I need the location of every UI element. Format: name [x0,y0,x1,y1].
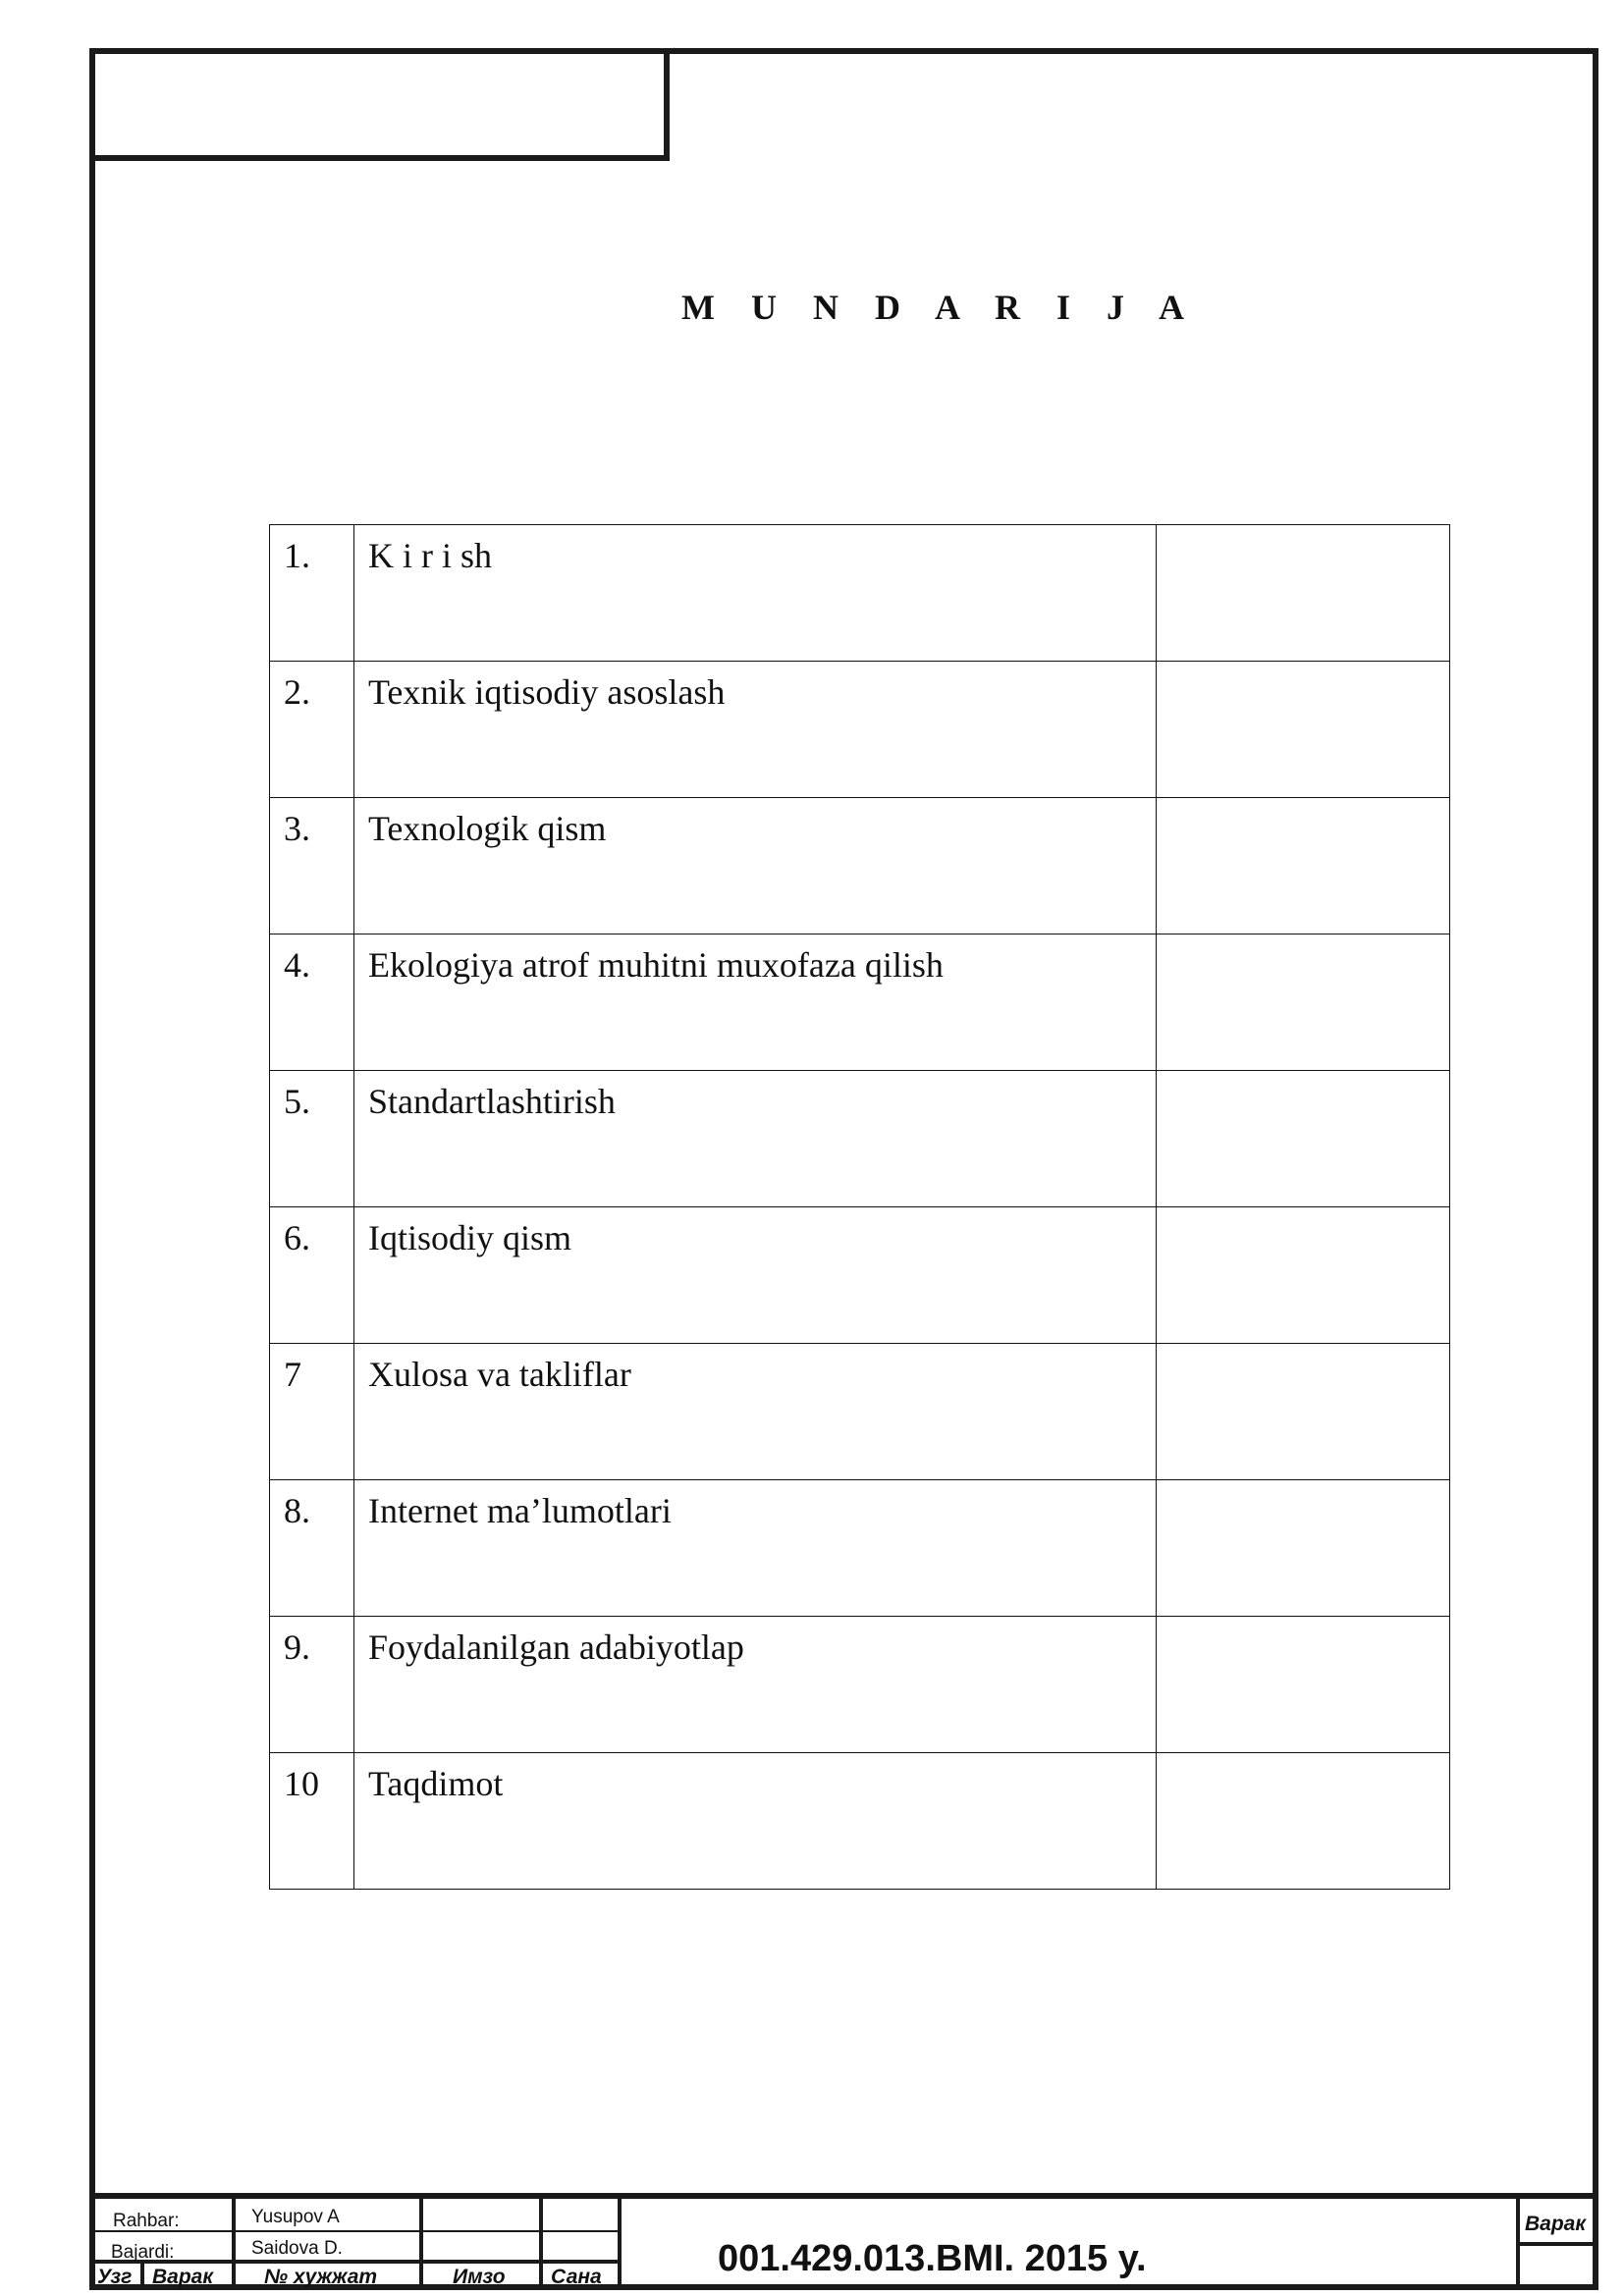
toc-row [270,1480,1450,1617]
toc-num: 3. [270,798,354,934]
toc-num: 8. [270,1480,354,1617]
toc-title: Standartlashtirish [353,1071,1156,1207]
toc-row [270,662,1450,798]
bajardi-name: Saidova D. [251,2238,343,2259]
toc-page [1157,1344,1450,1480]
toc-page [1157,1617,1450,1753]
col-imzo: Имзо [453,2266,506,2288]
col-sana: Сана [551,2266,602,2288]
sheet-label: Варак [1525,2213,1586,2235]
toc-table [269,524,1450,1890]
toc-page [1157,934,1450,1071]
toc-page [1157,798,1450,934]
toc-num: 1. [270,525,354,662]
toc-page [1157,662,1450,798]
title-block [89,2193,1598,2290]
stamp-divider [419,2199,423,2290]
toc-row [270,1207,1450,1344]
toc-page [1157,1071,1450,1207]
toc-row [270,1617,1450,1753]
stamp-divider [140,2260,144,2290]
rahbar-name: Yusupov A [251,2207,340,2227]
toc-num: 2. [270,662,354,798]
toc-title: K i r i sh [353,525,1156,662]
toc-title: Texnologik qism [353,798,1156,934]
toc-title: Foydalanilgan adabiyotlap [353,1617,1156,1753]
toc-title: Xulosa va takliflar [353,1344,1156,1480]
toc-row [270,525,1450,662]
toc-title: Ekologiya atrof muhitni muxofaza qilish [353,934,1156,1071]
stamp-divider [232,2199,236,2290]
bajardi-label: Bajardi: [111,2242,175,2263]
toc-row [270,1071,1450,1207]
toc-page [1157,525,1450,662]
toc-page [1157,1753,1450,1890]
toc-num: 7 [270,1344,354,1480]
rahbar-label: Rahbar: [113,2211,180,2231]
toc-row [270,934,1450,1071]
col-varak: Варак [152,2266,213,2288]
toc-page [1157,1207,1450,1344]
toc-row [270,798,1450,934]
toc-num: 5. [270,1071,354,1207]
col-uzg: Узг [97,2266,133,2288]
stamp-divider [618,2199,622,2290]
col-hujjat: № хужжат [264,2266,378,2288]
toc-title: Internet ma’lumotlari [353,1480,1156,1617]
toc-title: Iqtisodiy qism [353,1207,1156,1344]
toc-title: Texnik iqtisodiy asoslash [353,662,1156,798]
toc-title: Taqdimot [353,1753,1156,1890]
corner-box [89,48,670,161]
toc-row [270,1344,1450,1480]
document-code: 001.429.013.BMI. 2015 y. [718,2238,1147,2279]
stamp-divider [539,2199,543,2290]
toc-num: 4. [270,934,354,1071]
toc-num: 9. [270,1617,354,1753]
toc-num: 6. [270,1207,354,1344]
toc-row [270,1753,1450,1890]
toc-num: 10 [270,1753,354,1890]
toc-page [1157,1480,1450,1617]
page-title: M U N D A R I J A [680,288,1199,327]
